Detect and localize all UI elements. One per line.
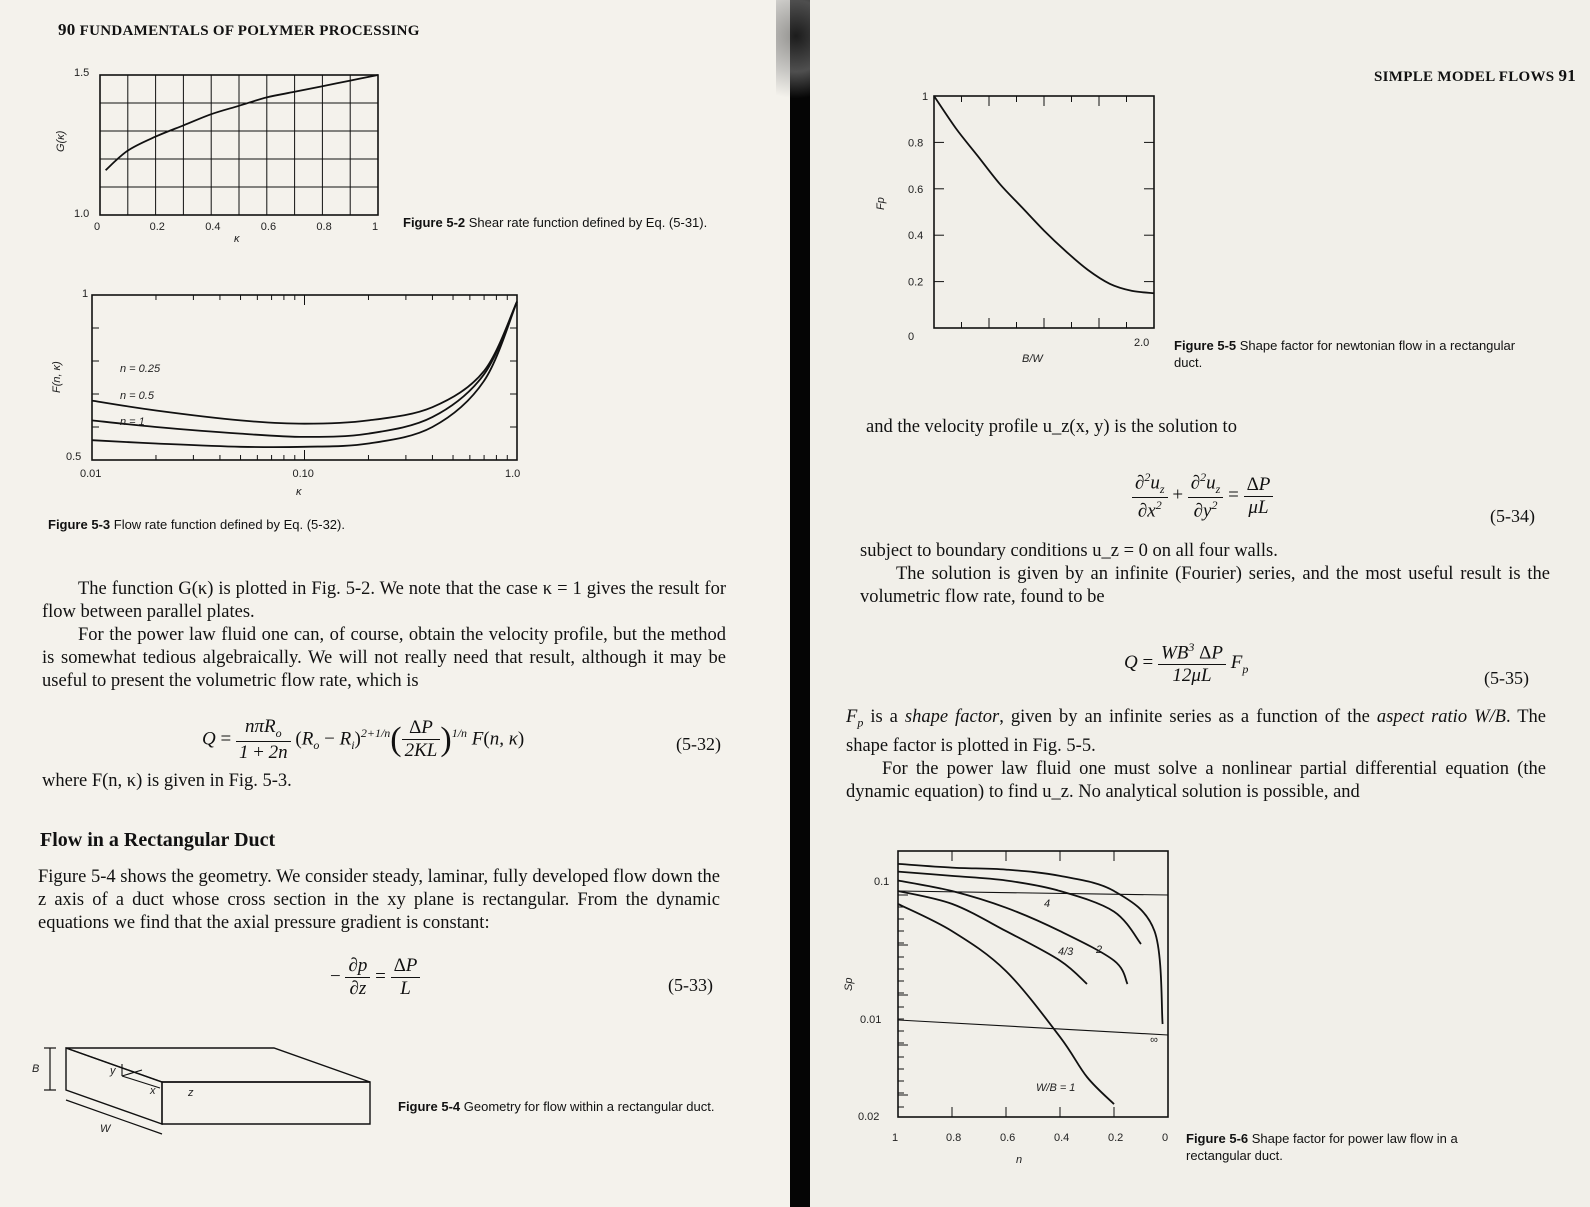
right-paragraph-4-b: is a xyxy=(863,707,905,727)
fp-symbol: F xyxy=(846,707,858,727)
fig56-label-inf: ∞ xyxy=(1150,1034,1158,1046)
fig56-ylabel: Sp xyxy=(843,977,855,991)
figure-5-6-caption-label: Figure 5-6 xyxy=(1186,1131,1249,1146)
equation-5-32-number: (5-32) xyxy=(676,734,721,754)
fig53-x-tick-label: 0.10 xyxy=(292,468,314,480)
fig53-xlabel: κ xyxy=(296,486,302,498)
fig52-x-tick-label: 1 xyxy=(372,221,379,233)
fig56-label-wb1: W/B = 1 xyxy=(1036,1082,1076,1094)
fig55-x-tick-2: 2.0 xyxy=(1134,337,1150,349)
left-paragraph-2: For the power law fluid one can, of course, obtain the velocity profile, but the method is somewhat tedious algebraically. We will not really need that result, although it may be useful to present the volumetric flow rate, which is xyxy=(42,625,726,691)
fig56-x-tick-label: 0.2 xyxy=(1108,1132,1124,1144)
fig52-x-tick-label: 0.4 xyxy=(205,221,221,233)
figure-5-4-caption xyxy=(398,1098,728,1115)
figure-5-6-caption-text: Shape factor for power law flow in a rectangular duct. xyxy=(1186,1131,1458,1163)
fig55-ylabel: Fp xyxy=(875,197,887,210)
figure-5-2-grid xyxy=(100,75,378,215)
equation-5-33-number: (5-33) xyxy=(668,975,713,995)
left-paragraph-4: Figure 5-4 shows the geometry. We consider steady, laminar, fully developed flow down the z axis of a duct whose cross section in the xy plane is rectangular. From the dynamic equations we find that the axial pressure gradient is constant: xyxy=(38,867,720,933)
figure-5-4-diagram xyxy=(30,1042,370,1137)
right-paragraph-2: subject to boundary conditions u_z = 0 on all four walls. xyxy=(860,541,1278,561)
page-number-right: 91 xyxy=(1558,66,1577,85)
figure-5-5-caption xyxy=(1174,337,1546,371)
running-head-right xyxy=(1374,66,1576,86)
left-text-block-1 xyxy=(42,578,726,693)
fig54-label-w: W xyxy=(100,1123,111,1135)
left-page xyxy=(0,0,790,1207)
fig55-y-tick-label: 0.4 xyxy=(908,230,924,243)
fig53-label-n05: n = 0.5 xyxy=(120,390,154,402)
page-number-left: 90 xyxy=(58,20,76,39)
fig52-x-tick-label: 0.2 xyxy=(149,221,165,233)
book-gutter xyxy=(790,0,810,1207)
figure-5-2-curve xyxy=(106,75,378,170)
aspect-ratio-term: aspect ratio W/B xyxy=(1376,707,1506,727)
fig53-x-tick-label: 0.01 xyxy=(80,468,102,480)
equation-5-34: $\frac{\partial^2u_z}{\partial x^2}$ + $\frac{\partial^2u_z}{\partial y^2}$ = $\frac{\Delta P}{\mu L}$ xyxy=(1132,470,1273,522)
fig54-label-z: z xyxy=(188,1087,194,1099)
figure-5-6-x-ticks xyxy=(892,1132,1168,1144)
fig52-y-tick-bottom: 1.0 xyxy=(74,208,90,220)
right-text-block-1 xyxy=(866,416,1546,439)
fig56-label-2: 2 xyxy=(1096,944,1103,956)
figure-5-5-curve xyxy=(934,96,1154,293)
fig55-y-tick-label: 0.6 xyxy=(908,183,924,196)
running-head-title-left: FUNDAMENTALS OF POLYMER PROCESSING xyxy=(79,23,420,39)
right-text-block-3 xyxy=(846,706,1546,804)
shape-factor-term: shape factor xyxy=(904,707,1000,727)
fig53-label-n1: n = 1 xyxy=(120,416,145,428)
fig56-curve xyxy=(898,904,1114,1104)
left-text-block-2 xyxy=(42,770,726,793)
fig56-xlabel: n xyxy=(1016,1154,1023,1166)
figure-5-5-caption-label: Figure 5-5 xyxy=(1174,338,1237,353)
fig52-x-tick-label: 0 xyxy=(94,221,101,233)
fig56-y-tick-001: 0.01 xyxy=(860,1014,882,1026)
figure-5-3-ticks xyxy=(92,295,517,460)
equation-5-32: Q = $\frac{n\pi R_o}{1 + 2n}$ $(R_o - R_i)^{2+1/n}$( $\frac{\Delta P}{2KL}$ )$^{1/n}$ F(n, κ) xyxy=(202,716,525,763)
figure-5-3-frame xyxy=(92,295,517,460)
fig54-label-x: x xyxy=(150,1085,156,1097)
fig53-x-tick-label: 1.0 xyxy=(505,468,521,480)
figure-5-2-chart xyxy=(55,60,400,250)
figure-5-3-caption-label: Figure 5-3 xyxy=(48,517,111,532)
figure-5-3-chart xyxy=(52,285,532,500)
fig56-gridline-01 xyxy=(898,891,1168,895)
fig54-label-y: y xyxy=(110,1065,116,1077)
fig53-y-tick-top: 1 xyxy=(82,288,89,300)
figure-5-6-chart xyxy=(840,835,1200,1180)
fig56-y-tick-002: 0.02 xyxy=(858,1111,880,1123)
figure-5-6-curves xyxy=(898,864,1163,1104)
right-paragraph-4-d: , given by an infinite series as a function of the xyxy=(999,707,1377,727)
left-paragraph-1: The function G(κ) is plotted in Fig. 5-2. We note that the case κ = 1 gives the result for flow between parallel plates. xyxy=(42,579,726,622)
running-head-left xyxy=(58,20,420,40)
fig56-x-tick-label: 0.6 xyxy=(1000,1132,1016,1144)
fig56-x-tick-label: 1 xyxy=(892,1132,899,1144)
fig52-ylabel: G(κ) xyxy=(55,130,67,152)
fig56-curve xyxy=(898,872,1141,944)
right-paragraph-5: For the power law fluid one must solve a nonlinear partial differential equation (the dynamic equation) to find u_z. No analytical solution is possible, and xyxy=(846,758,1546,802)
fig54-label-b: B xyxy=(32,1063,40,1075)
figure-5-6-caption xyxy=(1186,1130,1526,1164)
equation-5-35-number: (5-35) xyxy=(1484,668,1529,688)
figure-5-2-caption-label: Figure 5-2 xyxy=(403,215,466,230)
fig55-y-tick-label: 0.2 xyxy=(908,276,924,289)
right-paragraph-3: The solution is given by an infinite (Fourier) series, and the most useful result is the volumetric flow rate, found to be xyxy=(860,564,1550,607)
figure-5-4-caption-text: Geometry for flow within a rectangular duct. xyxy=(463,1099,715,1114)
figure-5-2-caption xyxy=(403,214,743,231)
fig56-x-tick-label: 0.8 xyxy=(946,1132,962,1144)
section-heading: Flow in a Rectangular Duct xyxy=(40,829,276,851)
figure-5-5-y-tick-labels xyxy=(908,91,928,289)
fig52-x-tick-label: 0.6 xyxy=(260,221,277,233)
fig53-y-tick-bottom: 0.5 xyxy=(66,451,82,463)
left-text-block-3 xyxy=(38,866,720,935)
right-paragraph-4-f: . The shape factor is plotted in Fig. 5-5. xyxy=(846,707,1546,756)
fig53-ylabel: F(n, κ) xyxy=(51,361,63,393)
figure-5-4-caption-label: Figure 5-4 xyxy=(398,1099,461,1114)
fig56-label-4: 4 xyxy=(1044,898,1051,910)
left-paragraph-3: where F(n, κ) is given in Fig. 5-3. xyxy=(42,771,292,791)
equation-5-33: − $\frac{\partial p}{\partial z}$ = $\frac{\Delta P}{L}$ xyxy=(330,955,420,1000)
fig56-gridline-001 xyxy=(898,1020,1168,1035)
figure-5-5-caption-text: Shape factor for newtonian flow in a rectangular duct. xyxy=(1174,338,1516,370)
right-paragraph-1: and the velocity profile u_z(x, y) is the solution to xyxy=(866,417,1237,437)
figure-5-3-caption-text: Flow rate function defined by Eq. (5-32). xyxy=(113,517,345,532)
fig56-x-tick-label: 0 xyxy=(1162,1132,1169,1144)
equation-5-34-number: (5-34) xyxy=(1490,506,1535,526)
right-text-block-2 xyxy=(860,540,1550,609)
figure-5-3-caption xyxy=(48,516,345,533)
figure-5-5-ticks xyxy=(934,96,1154,328)
fig56-curve xyxy=(898,891,1087,984)
fig55-y-tick-label: 1 xyxy=(922,91,929,103)
figure-5-2-caption-text: Shear rate function defined by Eq. (5-31). xyxy=(468,215,708,230)
fig52-xlabel: κ xyxy=(234,233,240,245)
fig55-x-tick-0: 0 xyxy=(908,331,915,343)
figure-5-6-ticks xyxy=(898,851,1114,1117)
running-head-title-right: SIMPLE MODEL FLOWS xyxy=(1374,69,1555,85)
figure-5-3-x-ticks xyxy=(80,468,520,480)
fig55-y-tick-label: 0.8 xyxy=(908,137,924,150)
right-paragraph-4: $F_p$ is a shape factor, given by an infinite series as a function of the aspect ratio W/B. The shape factor is plotted in Fig. 5-5. xyxy=(846,707,1546,756)
fig56-x-tick-label: 0.4 xyxy=(1054,1132,1070,1144)
figure-5-5-chart xyxy=(872,88,1192,368)
fig52-x-tick-label: 0.8 xyxy=(316,221,332,233)
equation-5-35: Q = $\frac{WB^3 \Delta P}{12\mu L}$ $F_p$ xyxy=(1124,640,1249,687)
fig52-y-tick-top: 1.5 xyxy=(74,67,90,79)
fig56-y-tick-01: 0.1 xyxy=(874,876,890,888)
fig55-xlabel: B/W xyxy=(1022,353,1043,365)
fig56-label-4-3: 4/3 xyxy=(1058,946,1074,958)
figure-5-2-x-ticks xyxy=(94,221,378,233)
fig53-label-n025: n = 0.25 xyxy=(120,363,161,375)
right-page xyxy=(810,0,1590,1207)
fig56-curve xyxy=(898,881,1128,985)
figure-5-5-frame xyxy=(934,96,1154,328)
